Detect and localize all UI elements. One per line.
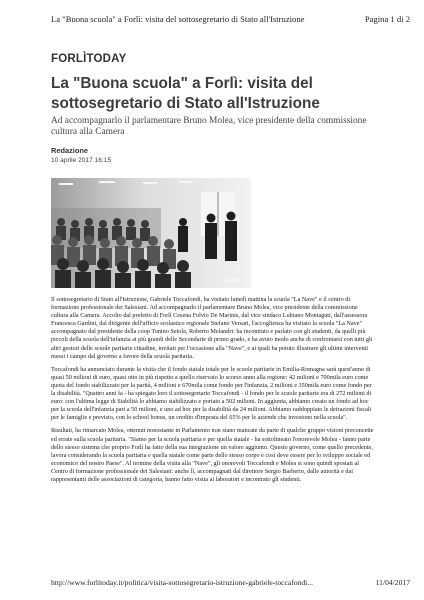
page-indicator: Pagina 1 di 2 [364, 14, 410, 24]
article-paragraph: Il sottosegretario di Stato all'Istruzione, Gabriele Toccafondi, ha visitato lunedì mattina la scuola "La Nave" e il centro di formazione professionale dei Salesiani. Ad accompagnarlo il parlamentare Bruno Molea, vice presidente della commissione cultura alla Camera. Accolto dal prefetto di Forlì Cesena Fulvio De Marinis, dal vice sindaco Lubiano Montaguti, dall'assessora Francesca Gardini, dal dirigente dell'ufficio scolastico regionale Stefano Versari, l'accoglienza ha visitato la scuola "La Nave" accompagnato dal presidente della coop Tonino Setola, Roberto Melandri: ha incontrato e parlato con gli studenti, da quelli più piccoli della scuola dell'infanzia ai più grandi delle Secondarie di primo grado, e ha avuto modo anche di confrontarsi con tutti gli altri gestori delle scuole paritarie cittadine, invitati per l'occasione alla "Nave", e ai quali ha potuto illustrare gli ultimi interventi messi i campo dal governo a favore della scuola paritaria. [51, 296, 373, 360]
article-author: Redazione [51, 146, 88, 155]
source-url[interactable]: http://www.forlitoday.it/politica/visita-sottosegretario-istruzione-gabriele-toccafondi... [51, 578, 313, 587]
article-subtitle: Ad accompagnarlo il parlamentare Bruno Molea, vice presidente della commissione cultura alla Camera [51, 116, 367, 137]
photo-watermark: TODAY [221, 278, 242, 284]
site-logo[interactable]: FORLÌTODAY [51, 53, 127, 65]
article-datetime: 10 aprile 2017 16:15 [51, 157, 112, 164]
article-paragraph: Risultati, ha rimarcato Molea, ottenuti nonostante in Parlamento non siano mancate da parte di qualche gruppo visioni preconcette ed errate sulla scuola paritaria. "Siamo per la scuola paritaria e per quella statale - ha sottolineato l'onorevole Molea - fanno parte dello stesso sistema che proprio Forlì ha fatto della sua integrazione un valore aggiunto. Questo governo, come quello precedente, lavora considerando la scuola paritaria e quella statale come parte dello stesso corpo e così deve essere per lo sviluppo sociale ed economico del nostro Paese". Al termine della visita alla "Nave", gli onorevoli Toccafondi e Molea si sono quindi spostati al Centro di formazione professionale dei Salesiani: anche lì, accompagnati dal direttore Sergio Barberio, dalle autorità e dai rappresentanti delle associazioni di categoria, hanno fatto visita ai laboratori e incontrato gli studenti. [51, 427, 374, 483]
article-body [51, 296, 374, 489]
print-header [51, 13, 410, 25]
print-header-title: La "Buona scuola" a Forlì: visita del sottosegretario di Stato all'Istruzione [51, 14, 305, 24]
article-paragraph: Toccafondi ha annunciato durante la visita che il fondo statale totale per le scuole paritarie in Emilia-Romagna sarà quest'anno di quasi 50 milioni di euro, quasi otto in più rispetto a quello riservato lo scorso anno alla regione: 42 milioni e 700mila euro come quota del fondo stabilizzato per la parità, 4 milioni e 670mila come fondo per l'infanzia, 2 milioni e 350mila euro come fondo per la disabilità. "Quattro anni fa - ha spiegato loro il sottosegretario Toccafondi - il fondo per le scuole paritarie era di 272 milioni di euro: con l'ultima legge di Stabilità lo abbiamo stabilizzato e portato a 502 milioni. In aggiunta, abbiamo creato un fondo ad hoc per la scuola dell'infanzia pari a 50 milioni, e uno ad hoc per la disabilità da 24 milioni. Abbiamo raddoppiato le detrazioni fiscali per le famiglie e previsto, con lo school bonus, un credito d'imposta del 65% per le aziende che investono nella scuola". [51, 365, 372, 422]
print-footer [51, 577, 410, 588]
article-headline: La "Buona scuola" a Forlì: visita del sottosegretario di Stato all'Istruzione [51, 75, 320, 112]
article-photo [51, 178, 251, 288]
print-date: 11/04/2017 [375, 578, 410, 587]
